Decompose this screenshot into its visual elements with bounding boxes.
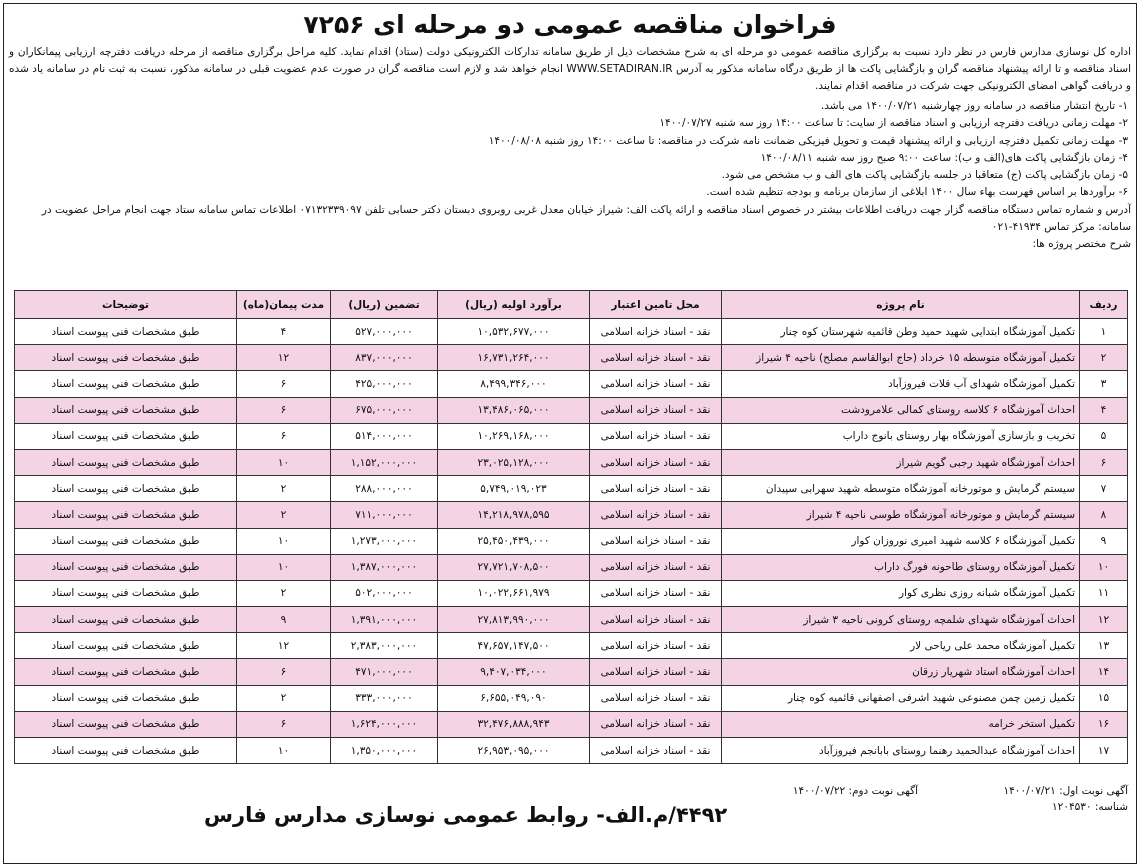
cell-guarantee: ۱,۳۸۷,۰۰۰,۰۰۰ bbox=[331, 554, 438, 580]
cell-row-number: ۲ bbox=[1080, 345, 1128, 371]
cell-funding-source: نقد - اسناد خزانه اسلامی bbox=[590, 659, 722, 685]
cell-funding-source: نقد - اسناد خزانه اسلامی bbox=[590, 449, 722, 475]
cell-project-name: تکمیل آموزشگاه روستای طاحونه فورگ داراب bbox=[722, 554, 1080, 580]
cell-estimate: ۱۰,۲۶۹,۱۶۸,۰۰۰ bbox=[438, 423, 590, 449]
cell-notes: طبق مشخصات فنی پیوست اسناد bbox=[15, 685, 237, 711]
cell-row-number: ۵ bbox=[1080, 423, 1128, 449]
tender-notice bbox=[3, 3, 1137, 864]
second-notice-date: آگهی نوبت دوم: ۱۴۰۰/۰۷/۲۲ bbox=[792, 785, 918, 797]
cell-funding-source: نقد - اسناد خزانه اسلامی bbox=[590, 345, 722, 371]
table-row bbox=[15, 554, 1128, 580]
cell-row-number: ۷ bbox=[1080, 476, 1128, 502]
table-row bbox=[15, 685, 1128, 711]
schedule-item: ۶- برآوردها بر اساس فهرست بهاء سال ۱۴۰۰ ابلاغی از سازمان برنامه و بودجه تنظیم شده است. bbox=[706, 186, 1128, 199]
cell-project-name: تکمیل آموزشگاه محمد علی ریاحی لار bbox=[722, 633, 1080, 659]
cell-estimate: ۲۷,۸۱۳,۹۹۰,۰۰۰ bbox=[438, 607, 590, 633]
table-row bbox=[15, 345, 1128, 371]
cell-notes: طبق مشخصات فنی پیوست اسناد bbox=[15, 659, 237, 685]
cell-project-name: سیستم گرمایش و موتورخانه آموزشگاه متوسطه شهید سهرابی سپیدان bbox=[722, 476, 1080, 502]
header-row-number: ردیف bbox=[1080, 291, 1128, 319]
header-duration: مدت پیمان(ماه) bbox=[237, 291, 331, 319]
cell-notes: طبق مشخصات فنی پیوست اسناد bbox=[15, 371, 237, 397]
cell-duration: ۶ bbox=[237, 423, 331, 449]
cell-duration: ۱۰ bbox=[237, 528, 331, 554]
cell-funding-source: نقد - اسناد خزانه اسلامی bbox=[590, 476, 722, 502]
header-estimate: برآورد اولیه (ریال) bbox=[438, 291, 590, 319]
cell-row-number: ۱۵ bbox=[1080, 685, 1128, 711]
contact-info: آدرس و شماره تماس دستگاه مناقصه گزار جهت دریافت اطلاعات بیشتر در خصوص اسناد مناقصه و ارائه پاکت الف: شیراز خیابان معدل غربی روبروی دبستان دکتر حسابی تلفن ۰۷۱۳۲۳۳۹۰۹۷ اطلاعات تماس سامانه ستاد جهت انجام مراحل عضویت در سامانه: مرکز تماس ۴۱۹۳۴-۰۲۱ bbox=[41, 203, 1131, 233]
cell-duration: ۲ bbox=[237, 685, 331, 711]
cell-estimate: ۲۳,۰۲۵,۱۲۸,۰۰۰ bbox=[438, 449, 590, 475]
table-row bbox=[15, 371, 1128, 397]
cell-funding-source: نقد - اسناد خزانه اسلامی bbox=[590, 580, 722, 606]
cell-duration: ۲ bbox=[237, 580, 331, 606]
cell-estimate: ۲۷,۷۲۱,۷۰۸,۵۰۰ bbox=[438, 554, 590, 580]
table-row bbox=[15, 528, 1128, 554]
header-project-name: نام پروژه bbox=[722, 291, 1080, 319]
cell-funding-source: نقد - اسناد خزانه اسلامی bbox=[590, 319, 722, 345]
intro-text: اداره کل نوسازی مدارس فارس در نظر دارد نسبت به برگزاری مناقصه عمومی دو مرحله ای به شرح مشخصات ذیل از طریق سامانه تدارکات الکترونیکی دولت (ستاد) اقدام نماید. کلیه مراحل برگزاری مناقصه از مرحله دریافت دفترچه ارزیابی پیمانکاران و اسناد مناقصه و تا ارائه پیشنهاد مناقصه گران و بازگشایی پاکت ها از طریق درگاه سامانه مذکور به آدرس WWW.SETADIRAN.IR انجام خواهد شد و لازم است مناقصه گران در صورت عدم عضویت قبلی در سامانه مذکور، نسبت به ثبت نام در سامانه یاد شده و دریافت گواهی امضای الکترونیکی جهت شرکت در مناقصه اقدام نمایند. bbox=[9, 46, 1132, 92]
cell-duration: ۲ bbox=[237, 476, 331, 502]
table-row bbox=[15, 711, 1128, 737]
cell-row-number: ۱۷ bbox=[1080, 738, 1128, 764]
cell-guarantee: ۴۷۱,۰۰۰,۰۰۰ bbox=[331, 659, 438, 685]
cell-duration: ۱۲ bbox=[237, 345, 331, 371]
first-notice-date: آگهی نوبت اول: ۱۴۰۰/۰۷/۲۱ bbox=[1003, 785, 1128, 797]
cell-funding-source: نقد - اسناد خزانه اسلامی bbox=[590, 528, 722, 554]
header-notes: توضیحات bbox=[15, 291, 237, 319]
cell-funding-source: نقد - اسناد خزانه اسلامی bbox=[590, 371, 722, 397]
cell-notes: طبق مشخصات فنی پیوست اسناد bbox=[15, 711, 237, 737]
cell-notes: طبق مشخصات فنی پیوست اسناد bbox=[15, 345, 237, 371]
schedule-item: ۱- تاریخ انتشار مناقصه در سامانه روز چهارشنبه ۱۴۰۰/۰۷/۲۱ می باشد. bbox=[820, 100, 1128, 112]
cell-notes: طبق مشخصات فنی پیوست اسناد bbox=[15, 319, 237, 345]
cell-funding-source: نقد - اسناد خزانه اسلامی bbox=[590, 738, 722, 764]
cell-guarantee: ۵۰۲,۰۰۰,۰۰۰ bbox=[331, 580, 438, 606]
cell-row-number: ۱۱ bbox=[1080, 580, 1128, 606]
cell-project-name: احداث آموزشگاه شهدای شلمچه روستای کرونی ناحیه ۳ شیراز bbox=[722, 607, 1080, 633]
cell-funding-source: نقد - اسناد خزانه اسلامی bbox=[590, 397, 722, 423]
cell-guarantee: ۱,۳۵۰,۰۰۰,۰۰۰ bbox=[331, 738, 438, 764]
cell-estimate: ۵,۷۴۹,۰۱۹,۰۲۳ bbox=[438, 476, 590, 502]
cell-project-name: تکمیل آموزشگاه شهدای آب قلات فیروزآباد bbox=[722, 371, 1080, 397]
cell-project-name: تکمیل آموزشگاه ابتدایی شهید حمید وطن قائمیه شهرستان کوه چنار bbox=[722, 319, 1080, 345]
cell-duration: ۹ bbox=[237, 607, 331, 633]
table-row bbox=[15, 476, 1128, 502]
cell-project-name: تکمیل استخر خرامه bbox=[722, 711, 1080, 737]
schedule-list bbox=[4, 98, 1136, 202]
table-row bbox=[15, 659, 1128, 685]
table-row bbox=[15, 580, 1128, 606]
cell-estimate: ۱۳,۴۸۶,۰۶۵,۰۰۰ bbox=[438, 397, 590, 423]
cell-notes: طبق مشخصات فنی پیوست اسناد bbox=[15, 397, 237, 423]
cell-funding-source: نقد - اسناد خزانه اسلامی bbox=[590, 685, 722, 711]
table-row bbox=[15, 397, 1128, 423]
cell-row-number: ۱۴ bbox=[1080, 659, 1128, 685]
cell-notes: طبق مشخصات فنی پیوست اسناد bbox=[15, 502, 237, 528]
cell-guarantee: ۵۲۷,۰۰۰,۰۰۰ bbox=[331, 319, 438, 345]
cell-notes: طبق مشخصات فنی پیوست اسناد bbox=[15, 607, 237, 633]
cell-guarantee: ۱,۱۵۲,۰۰۰,۰۰۰ bbox=[331, 449, 438, 475]
cell-project-name: سیستم گرمایش و موتورخانه آموزشگاه طوسی ناحیه ۴ شیراز bbox=[722, 502, 1080, 528]
cell-project-name: تکمیل زمین چمن مصنوعی شهید اشرفی اصفهانی قائمیه کوه چنار bbox=[722, 685, 1080, 711]
cell-guarantee: ۵۱۴,۰۰۰,۰۰۰ bbox=[331, 423, 438, 449]
cell-guarantee: ۱,۳۹۱,۰۰۰,۰۰۰ bbox=[331, 607, 438, 633]
cell-duration: ۴ bbox=[237, 319, 331, 345]
cell-notes: طبق مشخصات فنی پیوست اسناد bbox=[15, 528, 237, 554]
table-row bbox=[15, 633, 1128, 659]
cell-project-name: تخریب و بازسازی آموزشگاه بهار روستای بانوج داراب bbox=[722, 423, 1080, 449]
project-summary-label: شرح مختصر پروژه ها: bbox=[1032, 237, 1131, 250]
cell-project-name: تکمیل آموزشگاه متوسطه ۱۵ خرداد (حاج ابوالقاسم مصلح) ناحیه ۴ شیراز bbox=[722, 345, 1080, 371]
cell-duration: ۱۰ bbox=[237, 554, 331, 580]
cell-duration: ۱۲ bbox=[237, 633, 331, 659]
cell-estimate: ۳۲,۴۷۶,۸۸۸,۹۴۳ bbox=[438, 711, 590, 737]
projects-table bbox=[14, 290, 1128, 764]
cell-estimate: ۱۰,۰۲۲,۶۶۱,۹۷۹ bbox=[438, 580, 590, 606]
footer bbox=[4, 784, 1136, 864]
schedule-item: ۴- زمان بازگشایی پاکت های(الف و ب): ساعت ۹:۰۰ صبح روز سه شنبه ۱۴۰۰/۰۸/۱۱ bbox=[760, 151, 1128, 164]
cell-estimate: ۱۴,۲۱۸,۹۷۸,۵۹۵ bbox=[438, 502, 590, 528]
cell-project-name: احداث آموزشگاه عبدالحمید رهنما روستای بابانجم فیروزآباد bbox=[722, 738, 1080, 764]
cell-guarantee: ۴۲۵,۰۰۰,۰۰۰ bbox=[331, 371, 438, 397]
cell-duration: ۶ bbox=[237, 659, 331, 685]
cell-row-number: ۱۲ bbox=[1080, 607, 1128, 633]
table-row bbox=[15, 423, 1128, 449]
cell-row-number: ۳ bbox=[1080, 371, 1128, 397]
cell-row-number: ۱۳ bbox=[1080, 633, 1128, 659]
schedule-item: ۵- زمان بازگشایی پاکت (ج) متعاقبا در جلسه بازگشایی پاکت های الف و ب مشخص می شود. bbox=[721, 169, 1128, 182]
cell-estimate: ۸,۴۹۹,۳۴۶,۰۰۰ bbox=[438, 371, 590, 397]
schedule-item: ۳- مهلت زمانی تکمیل دفترچه ارزیابی و ارائه پیشنهاد قیمت و تحویل فیزیکی ضمانت نامه شرکت در مناقصه: تا ساعت ۱۴:۰۰ روز شنبه ۱۴۰۰/۰۸/۰۸ bbox=[488, 134, 1128, 147]
cell-estimate: ۱۰,۵۳۲,۶۷۷,۰۰۰ bbox=[438, 319, 590, 345]
cell-row-number: ۹ bbox=[1080, 528, 1128, 554]
cell-estimate: ۶,۶۵۵,۰۴۹,۰۹۰ bbox=[438, 685, 590, 711]
cell-row-number: ۴ bbox=[1080, 397, 1128, 423]
cell-project-name: تکمیل آموزشگاه ۶ کلاسه شهید امیری نوروزان کوار bbox=[722, 528, 1080, 554]
cell-guarantee: ۶۷۵,۰۰۰,۰۰۰ bbox=[331, 397, 438, 423]
cell-guarantee: ۱,۶۲۴,۰۰۰,۰۰۰ bbox=[331, 711, 438, 737]
cell-project-name: احداث آموزشگاه شهید رجبی گویم شیراز bbox=[722, 449, 1080, 475]
cell-funding-source: نقد - اسناد خزانه اسلامی bbox=[590, 633, 722, 659]
header-guarantee: تضمین (ریال) bbox=[331, 291, 438, 319]
cell-estimate: ۲۶,۹۵۳,۰۹۵,۰۰۰ bbox=[438, 738, 590, 764]
schedule-item: ۲- مهلت زمانی دریافت دفترچه ارزیابی و اسناد مناقصه از سایت: تا ساعت ۱۴:۰۰ روز سه شنبه ۱۴۰۰/۰۷/۲۷ bbox=[659, 117, 1128, 130]
cell-duration: ۱۰ bbox=[237, 449, 331, 475]
cell-notes: طبق مشخصات فنی پیوست اسناد bbox=[15, 449, 237, 475]
cell-guarantee: ۳۳۳,۰۰۰,۰۰۰ bbox=[331, 685, 438, 711]
cell-row-number: ۱۶ bbox=[1080, 711, 1128, 737]
table-row bbox=[15, 738, 1128, 764]
cell-guarantee: ۲,۳۸۳,۰۰۰,۰۰۰ bbox=[331, 633, 438, 659]
signature: ۴۴۹۲/م.الف- روابط عمومی نوسازی مدارس فارس bbox=[204, 803, 728, 827]
table-row bbox=[15, 319, 1128, 345]
cell-project-name: احداث آموزشگاه ۶ کلاسه روستای کمالی علامرودشت bbox=[722, 397, 1080, 423]
cell-funding-source: نقد - اسناد خزانه اسلامی bbox=[590, 607, 722, 633]
cell-duration: ۶ bbox=[237, 371, 331, 397]
cell-duration: ۱۰ bbox=[237, 738, 331, 764]
notice-id: شناسه: ۱۲۰۴۵۳۰ bbox=[1052, 801, 1128, 813]
cell-funding-source: نقد - اسناد خزانه اسلامی bbox=[590, 423, 722, 449]
cell-notes: طبق مشخصات فنی پیوست اسناد bbox=[15, 476, 237, 502]
cell-row-number: ۸ bbox=[1080, 502, 1128, 528]
header-funding-source: محل تامین اعتبار bbox=[590, 291, 722, 319]
cell-row-number: ۶ bbox=[1080, 449, 1128, 475]
cell-notes: طبق مشخصات فنی پیوست اسناد bbox=[15, 738, 237, 764]
cell-project-name: احداث آموزشگاه استاد شهریار زرقان bbox=[722, 659, 1080, 685]
cell-notes: طبق مشخصات فنی پیوست اسناد bbox=[15, 554, 237, 580]
cell-estimate: ۱۶,۷۳۱,۲۶۴,۰۰۰ bbox=[438, 345, 590, 371]
table-row bbox=[15, 607, 1128, 633]
table-row bbox=[15, 502, 1128, 528]
cell-guarantee: ۸۳۷,۰۰۰,۰۰۰ bbox=[331, 345, 438, 371]
cell-funding-source: نقد - اسناد خزانه اسلامی bbox=[590, 554, 722, 580]
table-header-row bbox=[15, 291, 1128, 319]
cell-guarantee: ۷۱۱,۰۰۰,۰۰۰ bbox=[331, 502, 438, 528]
cell-duration: ۶ bbox=[237, 397, 331, 423]
cell-duration: ۲ bbox=[237, 502, 331, 528]
cell-notes: طبق مشخصات فنی پیوست اسناد bbox=[15, 633, 237, 659]
notice-title: فراخوان مناقصه عمومی دو مرحله ای ۷۲۵۶ bbox=[303, 10, 837, 39]
intro-paragraph bbox=[4, 44, 1136, 95]
cell-estimate: ۲۵,۴۵۰,۴۳۹,۰۰۰ bbox=[438, 528, 590, 554]
cell-notes: طبق مشخصات فنی پیوست اسناد bbox=[15, 423, 237, 449]
cell-duration: ۶ bbox=[237, 711, 331, 737]
cell-row-number: ۱۰ bbox=[1080, 554, 1128, 580]
cell-estimate: ۹,۴۰۷,۰۳۴,۰۰۰ bbox=[438, 659, 590, 685]
table-row bbox=[15, 449, 1128, 475]
cell-notes: طبق مشخصات فنی پیوست اسناد bbox=[15, 580, 237, 606]
cell-guarantee: ۱,۲۷۳,۰۰۰,۰۰۰ bbox=[331, 528, 438, 554]
cell-funding-source: نقد - اسناد خزانه اسلامی bbox=[590, 711, 722, 737]
cell-guarantee: ۲۸۸,۰۰۰,۰۰۰ bbox=[331, 476, 438, 502]
cell-estimate: ۴۷,۶۵۷,۱۴۷,۵۰۰ bbox=[438, 633, 590, 659]
cell-project-name: تکمیل آموزشگاه شبانه روزی نظری کوار bbox=[722, 580, 1080, 606]
cell-funding-source: نقد - اسناد خزانه اسلامی bbox=[590, 502, 722, 528]
cell-row-number: ۱ bbox=[1080, 319, 1128, 345]
table-body bbox=[15, 319, 1128, 764]
